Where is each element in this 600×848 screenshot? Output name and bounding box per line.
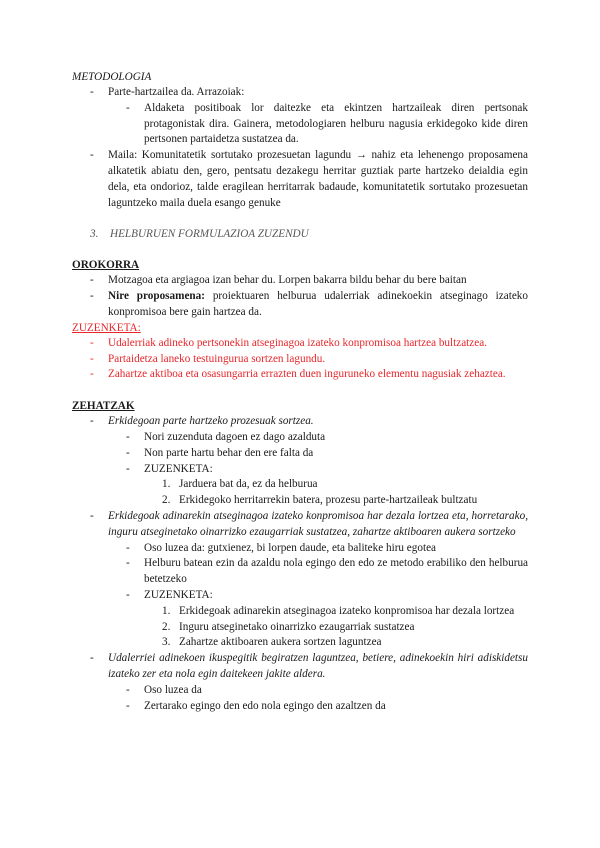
dash-marker: -: [126, 588, 130, 601]
list-item: [72, 85, 528, 101]
zehatzak-numbered-list: [72, 477, 528, 509]
list-item-text: Zertarako egingo den edo nola egingo den azaltzen da: [144, 699, 386, 712]
list-item: [72, 273, 528, 289]
dash-marker: -: [90, 290, 94, 303]
document-page: [72, 70, 528, 714]
metodologia-list: [72, 85, 528, 211]
list-item: [72, 620, 528, 636]
list-item-text: Erkidegoak adinarekin atseginagoa izateko konpromisoa har dezala lortzea eta, horretarako, inguru atseginetako oinarrizko ezaugarriak sustatzea, zahartze aktiboaren aukera sortzeko: [108, 509, 528, 538]
number-marker: 1.: [162, 478, 171, 491]
list-item-text: Inguru atseginetako oinarrizko ezaugarriak sustatzea: [179, 620, 415, 633]
dash-marker: -: [126, 541, 130, 554]
list-item-text: Parte-hartzailea da. Arrazoiak:: [108, 86, 245, 98]
zuzenketa-label: ZUZENKETA:: [144, 588, 213, 601]
helburuen-heading: [72, 227, 528, 242]
dash-marker: -: [90, 509, 94, 522]
zehatzak-group-title: [72, 509, 528, 541]
list-item-text: Helburu batean ezin da azaldu nola egingo den edo ze metodo erabiliko den helburua betetzeko: [144, 557, 528, 586]
list-item: [72, 148, 528, 211]
orokorra-title: OROKORRA: [72, 259, 140, 272]
list-item: [72, 477, 528, 493]
dash-marker: -: [90, 274, 94, 287]
dash-marker: -: [126, 430, 130, 443]
dash-marker: -: [90, 415, 94, 428]
dash-marker: -: [90, 368, 94, 381]
zehatzak-list: [72, 509, 528, 604]
dash-marker: -: [126, 101, 130, 114]
zehatzak-numbered-list: [72, 604, 528, 651]
dash-marker: -: [90, 86, 94, 98]
list-item: [72, 336, 528, 352]
number-marker: 2.: [162, 620, 171, 633]
zehatzak-group-title: [72, 651, 528, 683]
list-item: [72, 604, 528, 620]
list-item: [72, 446, 528, 462]
list-item: [72, 462, 528, 478]
list-item-text: Udalerriak adineko pertsonekin atseginagoa izateko konpromisoa hartzea bultzatzea.: [108, 336, 487, 349]
dash-marker: -: [90, 652, 94, 665]
list-item: [72, 101, 528, 148]
dash-marker: -: [90, 149, 94, 162]
list-item: [72, 289, 528, 321]
zehatzak-group-title: [72, 414, 528, 430]
orokorra-list: [72, 273, 528, 320]
dash-marker: -: [126, 446, 130, 459]
list-item-text: proiektuaren helburua udalerriak adinekoekin atseginago izateko konpromisoa bere gain hartzea da.: [108, 290, 528, 318]
list-item: [72, 588, 528, 604]
dash-marker: -: [126, 557, 130, 570]
list-item-text: Jarduera bat da, ez da helburua: [179, 478, 318, 491]
dash-marker: -: [126, 699, 130, 712]
zehatzak-list: [72, 414, 528, 477]
zuzenketa-label: ZUZENKETA:: [144, 462, 213, 475]
zehatzak-list: [72, 651, 528, 714]
list-item-text: Non parte hartu behar den ere falta da: [144, 446, 314, 459]
list-item-text: Erkidegoko herritarrekin batera, prozesu parte-hartzaileak bultzatu: [179, 494, 478, 507]
proposal-label: Nire proposamena:: [108, 290, 205, 303]
list-item: [72, 430, 528, 446]
number-marker: 2.: [162, 494, 171, 507]
list-item-text: Nori zuzenduta dagoen ez dago azalduta: [144, 430, 326, 443]
list-item-text: Oso luzea da: [144, 683, 202, 696]
orokorra-zuzenketa-title: ZUZENKETA:: [72, 321, 141, 334]
list-item: [72, 352, 528, 368]
dash-marker: -: [126, 462, 130, 475]
heading-text: HELBURUEN FORMULAZIOA ZUZENDU: [110, 228, 309, 241]
list-item-text: Maila: Komunitatetik sortutako prozesuetan lagundu → nahiz eta lehenengo proposamena alkatetik abiatu den, gero, pentsatu dezakegu herritar guztiak parte hartzeko deialdia egin dela, eta ondorioz, talde eragilean herritarrak badaude, komunitatetik sortutako prozesuetan laguntzeko maila duela esango genuke: [108, 149, 528, 209]
dash-marker: -: [90, 352, 94, 365]
list-item: [72, 493, 528, 509]
list-item-text: Partaidetza laneko testuingurua sortzen lagundu.: [108, 352, 326, 365]
list-item-text: Udalerriei adinekoen ikuspegitik begiratzen laguntzea, betiere, adinekoekin hiri adiskidetsu izateko zer eta nola egin daitekeen jakite aldera.: [108, 652, 528, 680]
list-item-text: Aldaketa positiboak lor daitezke eta ekintzen hartzaileak diren pertsonak protagonistak dira. Gainera, metodologiaren helburu nagusia erkidegoko kide diren pertsonen partaidetza sustatzea da.: [144, 101, 528, 146]
list-item-text: Erkidegoak adinarekin atseginagoa izateko konpromisoa har dezala lortzea: [179, 604, 515, 617]
list-item-text: Erkidegoan parte hartzeko prozesuak sortzea.: [108, 415, 314, 428]
list-item: [72, 556, 528, 588]
list-item: [72, 635, 528, 651]
list-item-text: Zahartze aktiboaren aukera sortzen laguntzea: [179, 636, 382, 649]
list-item: [72, 367, 528, 383]
dash-marker: -: [126, 683, 130, 696]
list-item-text: Oso luzea da: gutxienez, bi lorpen daude, eta baliteke hiru egotea: [144, 541, 437, 554]
list-item: [72, 541, 528, 557]
number-marker: 3.: [162, 636, 171, 649]
zehatzak-title: ZEHATZAK: [72, 400, 135, 413]
heading-number: 3.: [90, 228, 99, 241]
dash-marker: -: [90, 336, 94, 349]
number-marker: 1.: [162, 604, 171, 617]
metodologia-title: METODOLOGIA: [72, 71, 152, 83]
list-item: [72, 683, 528, 699]
list-item-text: Motzagoa eta argiagoa izan behar du. Lorpen bakarra bildu behar du bere baitan: [108, 274, 467, 287]
list-item-text: Zahartze aktiboa eta osasungarria errazten duen inguruneko elementu nagusiak zehaztea.: [108, 368, 506, 381]
list-item: [72, 699, 528, 715]
orokorra-zuzenketa-list: [72, 336, 528, 383]
